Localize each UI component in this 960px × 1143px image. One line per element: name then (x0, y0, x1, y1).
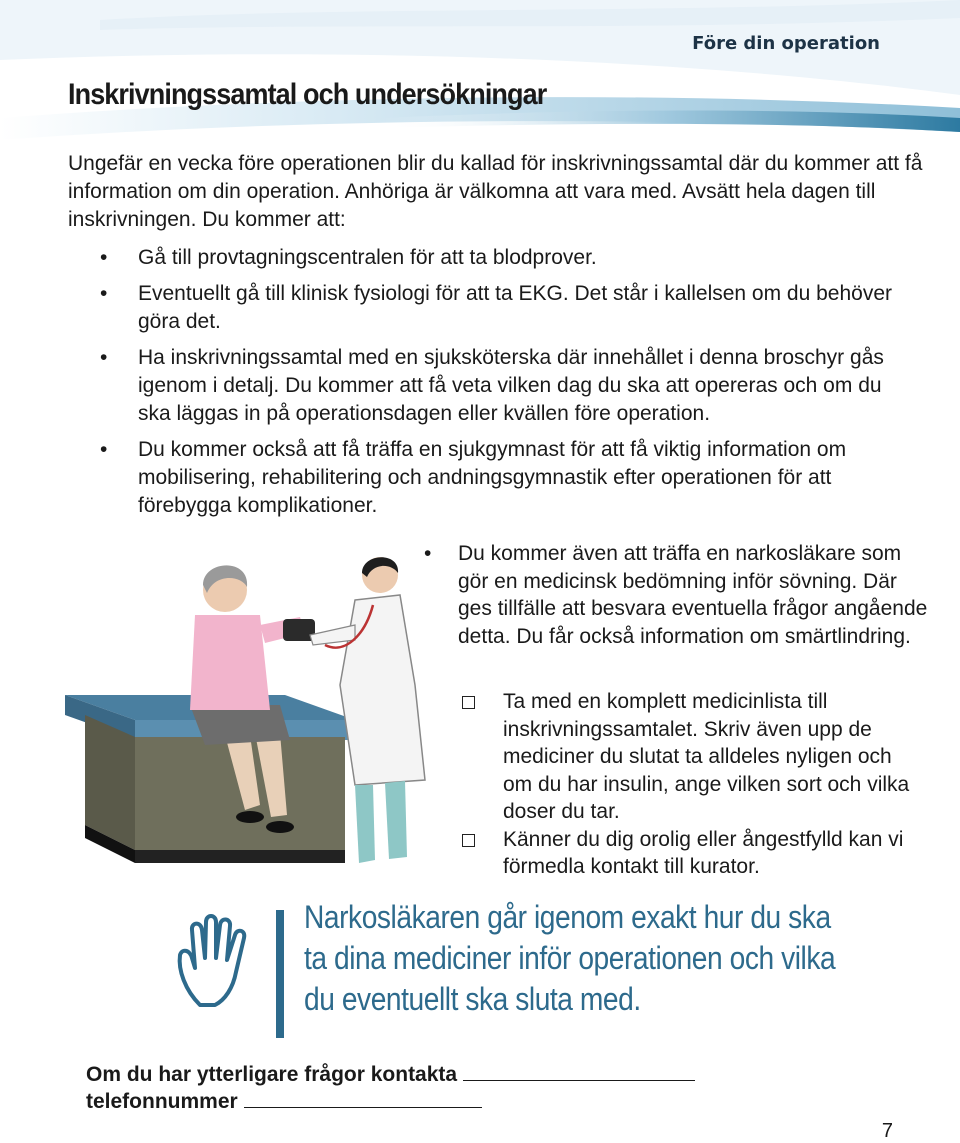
checklist (455, 688, 925, 881)
list-item: • Ha inskrivningssamtal med en sjuksköterska där innehållet i denna broschyr gås igenom i detalj. Du kommer att få veta vilken dag du ska att opereras och om du ska läggas in på operationsdagen eller kvällen före operation. (100, 346, 884, 425)
right-bullet-list (410, 540, 930, 650)
checklist-item: Ta med en komplett medicinlista till inskrivningssamtalet. Skriv även upp de mediciner du slutat ta alldeles nyligen och om du har insulin, ange vilken sort och vilka doser du tar. (455, 688, 925, 826)
callout-text: Narkosläkaren går igenom exakt hur du ska ta dina mediciner inför operationen och vilka du eventuellt ska sluta med. (304, 899, 836, 1017)
bullet-marker: • (424, 542, 432, 565)
bullet-list (68, 244, 918, 528)
bullet-marker: • (100, 246, 108, 269)
callout-bar (276, 910, 284, 1038)
contact-block (86, 1061, 695, 1115)
checklist-item: Känner du dig orolig eller ångestfylld kan vi förmedla kontakt till kurator. (455, 826, 925, 881)
bullet-marker: • (100, 438, 108, 461)
list-item: • Du kommer även att träffa en narkosläkare som gör en medicinsk bedömning inför sövning. Där ges tillfälle att besvara eventuella frågor angående detta. Du får också information om smärtlindring. (424, 542, 928, 648)
page-number: 7 (881, 1120, 893, 1142)
header-band (0, 0, 960, 150)
checkbox-icon (462, 834, 475, 847)
bullet-marker: • (100, 346, 108, 369)
fill-in-blank (244, 1089, 482, 1108)
list-item: • Du kommer också att få träffa en sjukgymnast för att få viktig information om mobilisering, rehabilitering och andningsgymnastik efter operationen för att förebygga komplikationer. (100, 438, 847, 517)
phone-line: telefonnummer (86, 1088, 695, 1115)
page-title: Inskrivningssamtal och undersökningar (68, 78, 547, 111)
list-item: • Gå till provtagningscentralen för att ta blodprover. (68, 244, 918, 272)
list-item: • Eventuellt gå till klinisk fysiologi för att ta EKG. Det står i kallelsen om du behöver göra det. (100, 282, 893, 333)
section-label: Före din operation (692, 33, 880, 54)
hand-icon (170, 910, 270, 1010)
fill-in-blank (463, 1062, 695, 1081)
bullet-marker: • (100, 282, 108, 305)
intro-paragraph: Ungefär en vecka före operationen blir du kallad för inskrivningssamtal där du kommer att få information om din operation. Anhöriga är välkomna att vara med. Avsätt hela dagen till inskrivningen. Du kommer att: (68, 152, 923, 231)
contact-line: Om du har ytterligare frågor kontakta (86, 1061, 695, 1088)
checkbox-icon (462, 696, 475, 709)
